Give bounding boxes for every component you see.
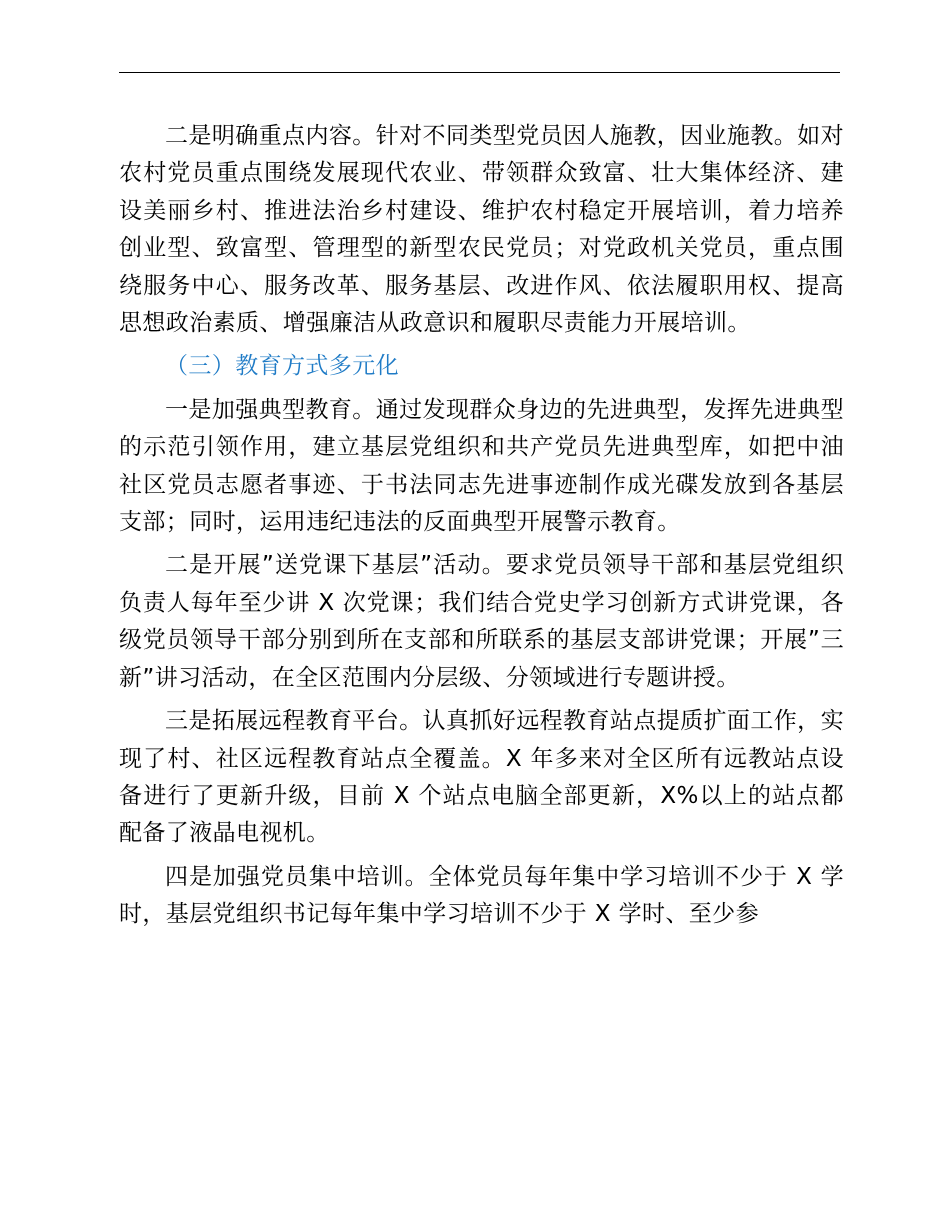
paragraph-centralized-training: 四是加强党员集中培训。全体党员每年集中学习培训不少于 X 学时，基层党组织书记每年集中学习培训不少于 X 学时、至少参 xyxy=(119,863,844,928)
paragraph-typical-education: 一是加强典型教育。通过发现群众身边的先进典型，发挥先进典型的示范引领作用，建立基层党组织和共产党员先进典型库，如把中油社区党员志愿者事迹、于书法同志先进事迹制作成光碟发放到各基层支部；同时，运用违纪违法的反面典型开展警示教育。 xyxy=(119,396,844,536)
paragraph-key-content: 二是明确重点内容。针对不同类型党员因人施教，因业施教。如对农村党员重点围绕发展现代农业、带领群众致富、壮大集体经济、建设美丽乡村、推进法治乡村建设、维护农村稳定开展培训，着力培养创业型、致富型、管理型的新型农民党员；对党政机关党员，重点围绕服务中心、服务改革、服务基层、改进作风、依法履职用权、提高思想政治素质、增强廉洁从政意识和履职尽责能力开展培训。 xyxy=(119,123,844,337)
section-heading-education-methods: （三）教育方式多元化 xyxy=(165,353,399,380)
paragraph-remote-education: 三是拓展远程教育平台。认真抓好远程教育站点提质扩面工作，实现了村、社区远程教育站点全覆盖。X 年多来对全区所有远教站点设备进行了更新升级，目前 X 个站点电脑全部更新，X%以上的站点都配备了液晶电视机。 xyxy=(119,708,844,847)
paragraph-party-lectures: 二是开展”送党课下基层”活动。要求党员领导干部和基层党组织负责人每年至少讲 X 次党课；我们结合党史学习创新方式讲党课，各级党员领导干部分别到所在支部和所联系的基层支部讲党课；开展”三新”讲习活动，在全区范围内分层级、分领域进行专题讲授。 xyxy=(119,552,844,691)
document-body xyxy=(119,118,844,934)
header-rule xyxy=(119,72,840,73)
